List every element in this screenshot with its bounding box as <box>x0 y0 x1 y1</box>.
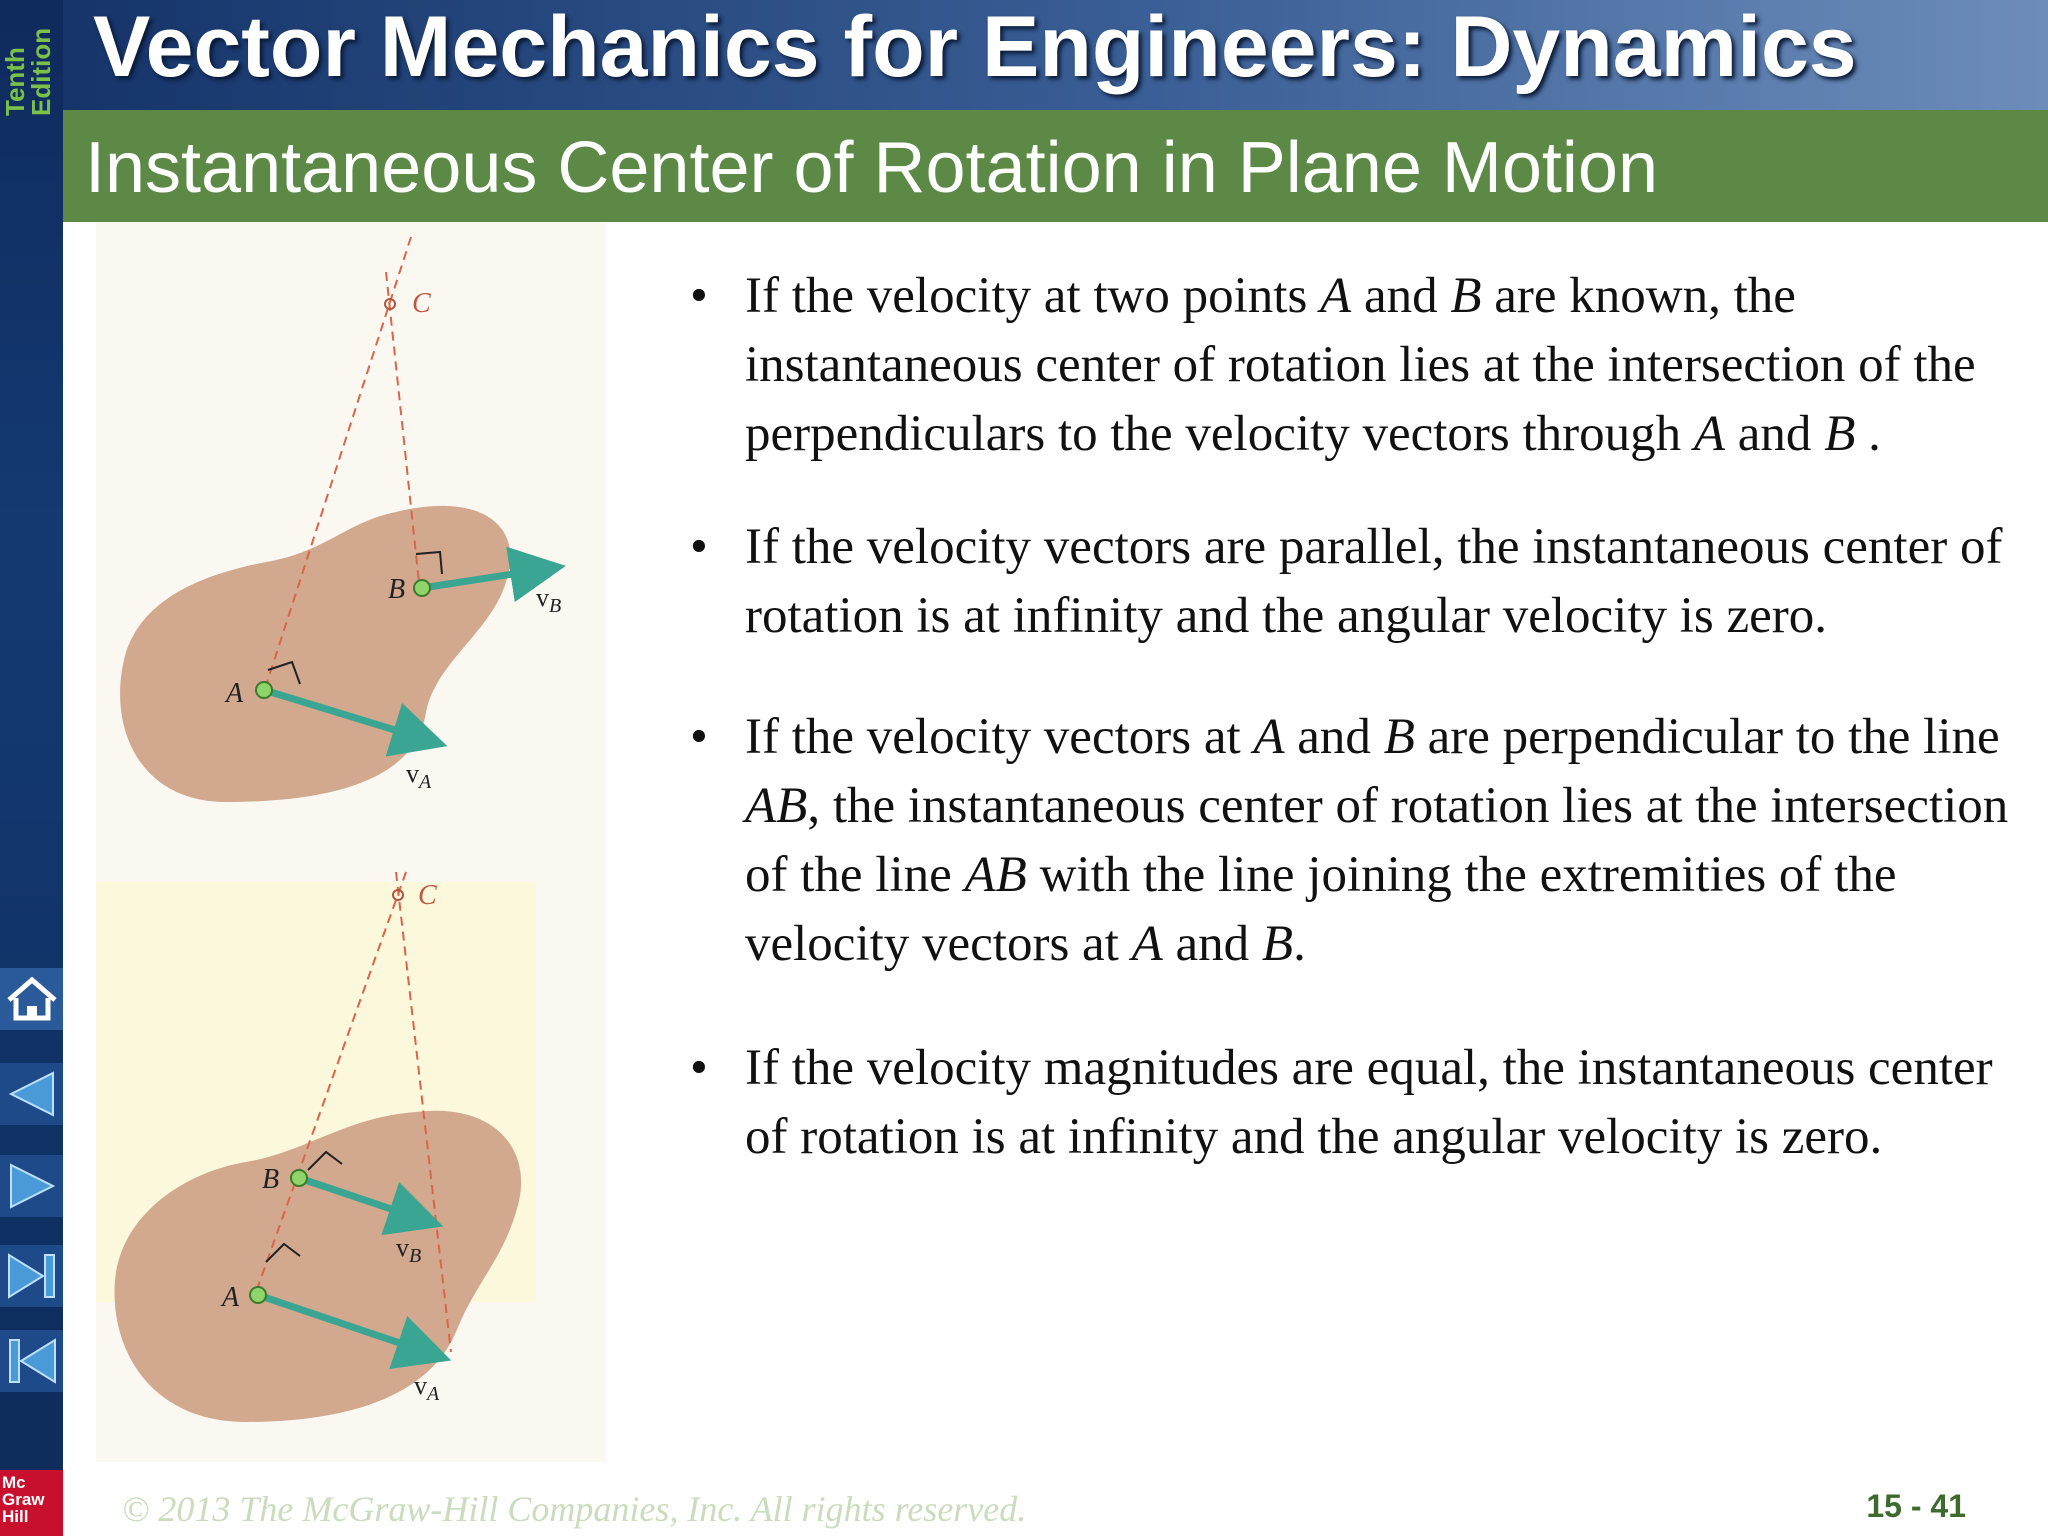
b1-point-a-2: A <box>1693 406 1726 462</box>
page-number: 15 - 41 <box>1866 1488 1966 1524</box>
label-vb-top-sub: B <box>549 595 562 617</box>
mcgraw-hill-logo <box>0 1470 63 1536</box>
b2-text: If the velocity vectors are parallel, the instantaneous center of rotation is at infinity and the angular velocity is zero. <box>745 519 2003 644</box>
b1-text-3: are known, the instantaneous center of rotation lies at the intersection of the perpendiculars to the velocity vectors through <box>745 268 1976 462</box>
b1-point-a-1: A <box>1320 268 1352 324</box>
logo-line-2: Graw <box>2 1490 45 1509</box>
label-va-bottom-main: v <box>414 1371 427 1400</box>
slide-subtitle: Instantaneous Center of Rotation in Plane Motion <box>85 128 1658 208</box>
b1-text-5: . <box>1855 406 1881 462</box>
b3-text-3: are perpendicular to the line <box>1414 709 2000 765</box>
edition-label <box>2 28 54 116</box>
label-vb-bottom-main: v <box>396 1233 409 1262</box>
next-slide-button[interactable] <box>0 1155 63 1217</box>
b1-text-4: and <box>1725 406 1825 462</box>
b3-point-a-1: A <box>1253 709 1285 765</box>
title-bar <box>63 0 2048 110</box>
skip-start-icon <box>5 1336 59 1386</box>
arrow-right-icon <box>5 1161 59 1211</box>
logo-line-1: Mc <box>2 1473 26 1492</box>
label-c-bottom: C <box>418 880 437 911</box>
bullet-list <box>690 262 2010 1172</box>
label-vb-top-main: v <box>536 583 549 612</box>
navigation-sidebar <box>0 0 63 1536</box>
home-button[interactable] <box>0 968 63 1030</box>
arrow-left-icon <box>5 1069 59 1119</box>
point-b-top <box>414 580 430 596</box>
copyright-notice: © 2013 The McGraw-Hill Companies, Inc. All rights reserved. <box>122 1489 1027 1529</box>
skip-end-icon <box>5 1251 59 1301</box>
bullet-parallel-vectors <box>690 513 2010 651</box>
b1-point-b-1: B <box>1450 268 1482 324</box>
label-va-top-main: v <box>406 759 419 788</box>
first-slide-button[interactable] <box>0 1330 63 1392</box>
label-a-bottom: A <box>222 1282 240 1313</box>
b3-text-7: . <box>1293 916 1306 972</box>
subtitle-bar <box>63 110 2048 222</box>
label-c-top: C <box>412 288 431 319</box>
bullet-two-known-velocities <box>690 262 2010 469</box>
label-vb-bottom-sub: B <box>409 1245 422 1267</box>
slide-title: Vector Mechanics for Engineers: Dynamics <box>93 0 1857 95</box>
label-va-bottom-sub: A <box>427 1383 440 1405</box>
logo-line-3: Hill <box>2 1507 29 1526</box>
b3-text-2: and <box>1284 709 1384 765</box>
instantaneous-center-figure <box>96 222 606 1462</box>
b3-point-b-1: B <box>1383 709 1415 765</box>
b3-line-ab-1: AB <box>745 778 808 834</box>
b1-text-2: and <box>1351 268 1451 324</box>
previous-slide-button[interactable] <box>0 1063 63 1125</box>
b3-text-1: If the velocity vectors at <box>745 709 1254 765</box>
b3-text-5: with the line joining the extremities of the velocity vectors at <box>745 847 1897 972</box>
label-b-top: B <box>388 574 406 605</box>
label-va-top-sub: A <box>419 771 432 793</box>
b3-text-4: , the instantaneous center of rotation lies at the intersection of the line <box>745 778 2009 903</box>
label-b-bottom: B <box>262 1164 280 1195</box>
point-b-bottom <box>291 1170 307 1186</box>
home-icon <box>5 974 59 1024</box>
bullet-perpendicular-vectors <box>690 703 2010 979</box>
label-a-top: A <box>226 678 244 709</box>
b1-text-1: If the velocity at two points <box>745 268 1321 324</box>
edition-line-2: Edition <box>26 27 56 116</box>
point-a-bottom <box>250 1287 266 1303</box>
b3-point-a-2: A <box>1131 916 1163 972</box>
b3-line-ab-2: AB <box>964 847 1027 903</box>
b4-text: If the velocity magnitudes are equal, the instantaneous center of rotation is at infinity and the angular velocity is zero. <box>745 1040 1993 1165</box>
b1-point-b-2: B <box>1824 406 1856 462</box>
b3-text-6: and <box>1162 916 1262 972</box>
last-slide-button[interactable] <box>0 1245 63 1307</box>
edition-line-1: Tenth <box>0 47 30 116</box>
point-a-top <box>256 682 272 698</box>
b3-point-b-2: B <box>1261 916 1294 972</box>
bullet-equal-magnitudes <box>690 1034 2010 1172</box>
